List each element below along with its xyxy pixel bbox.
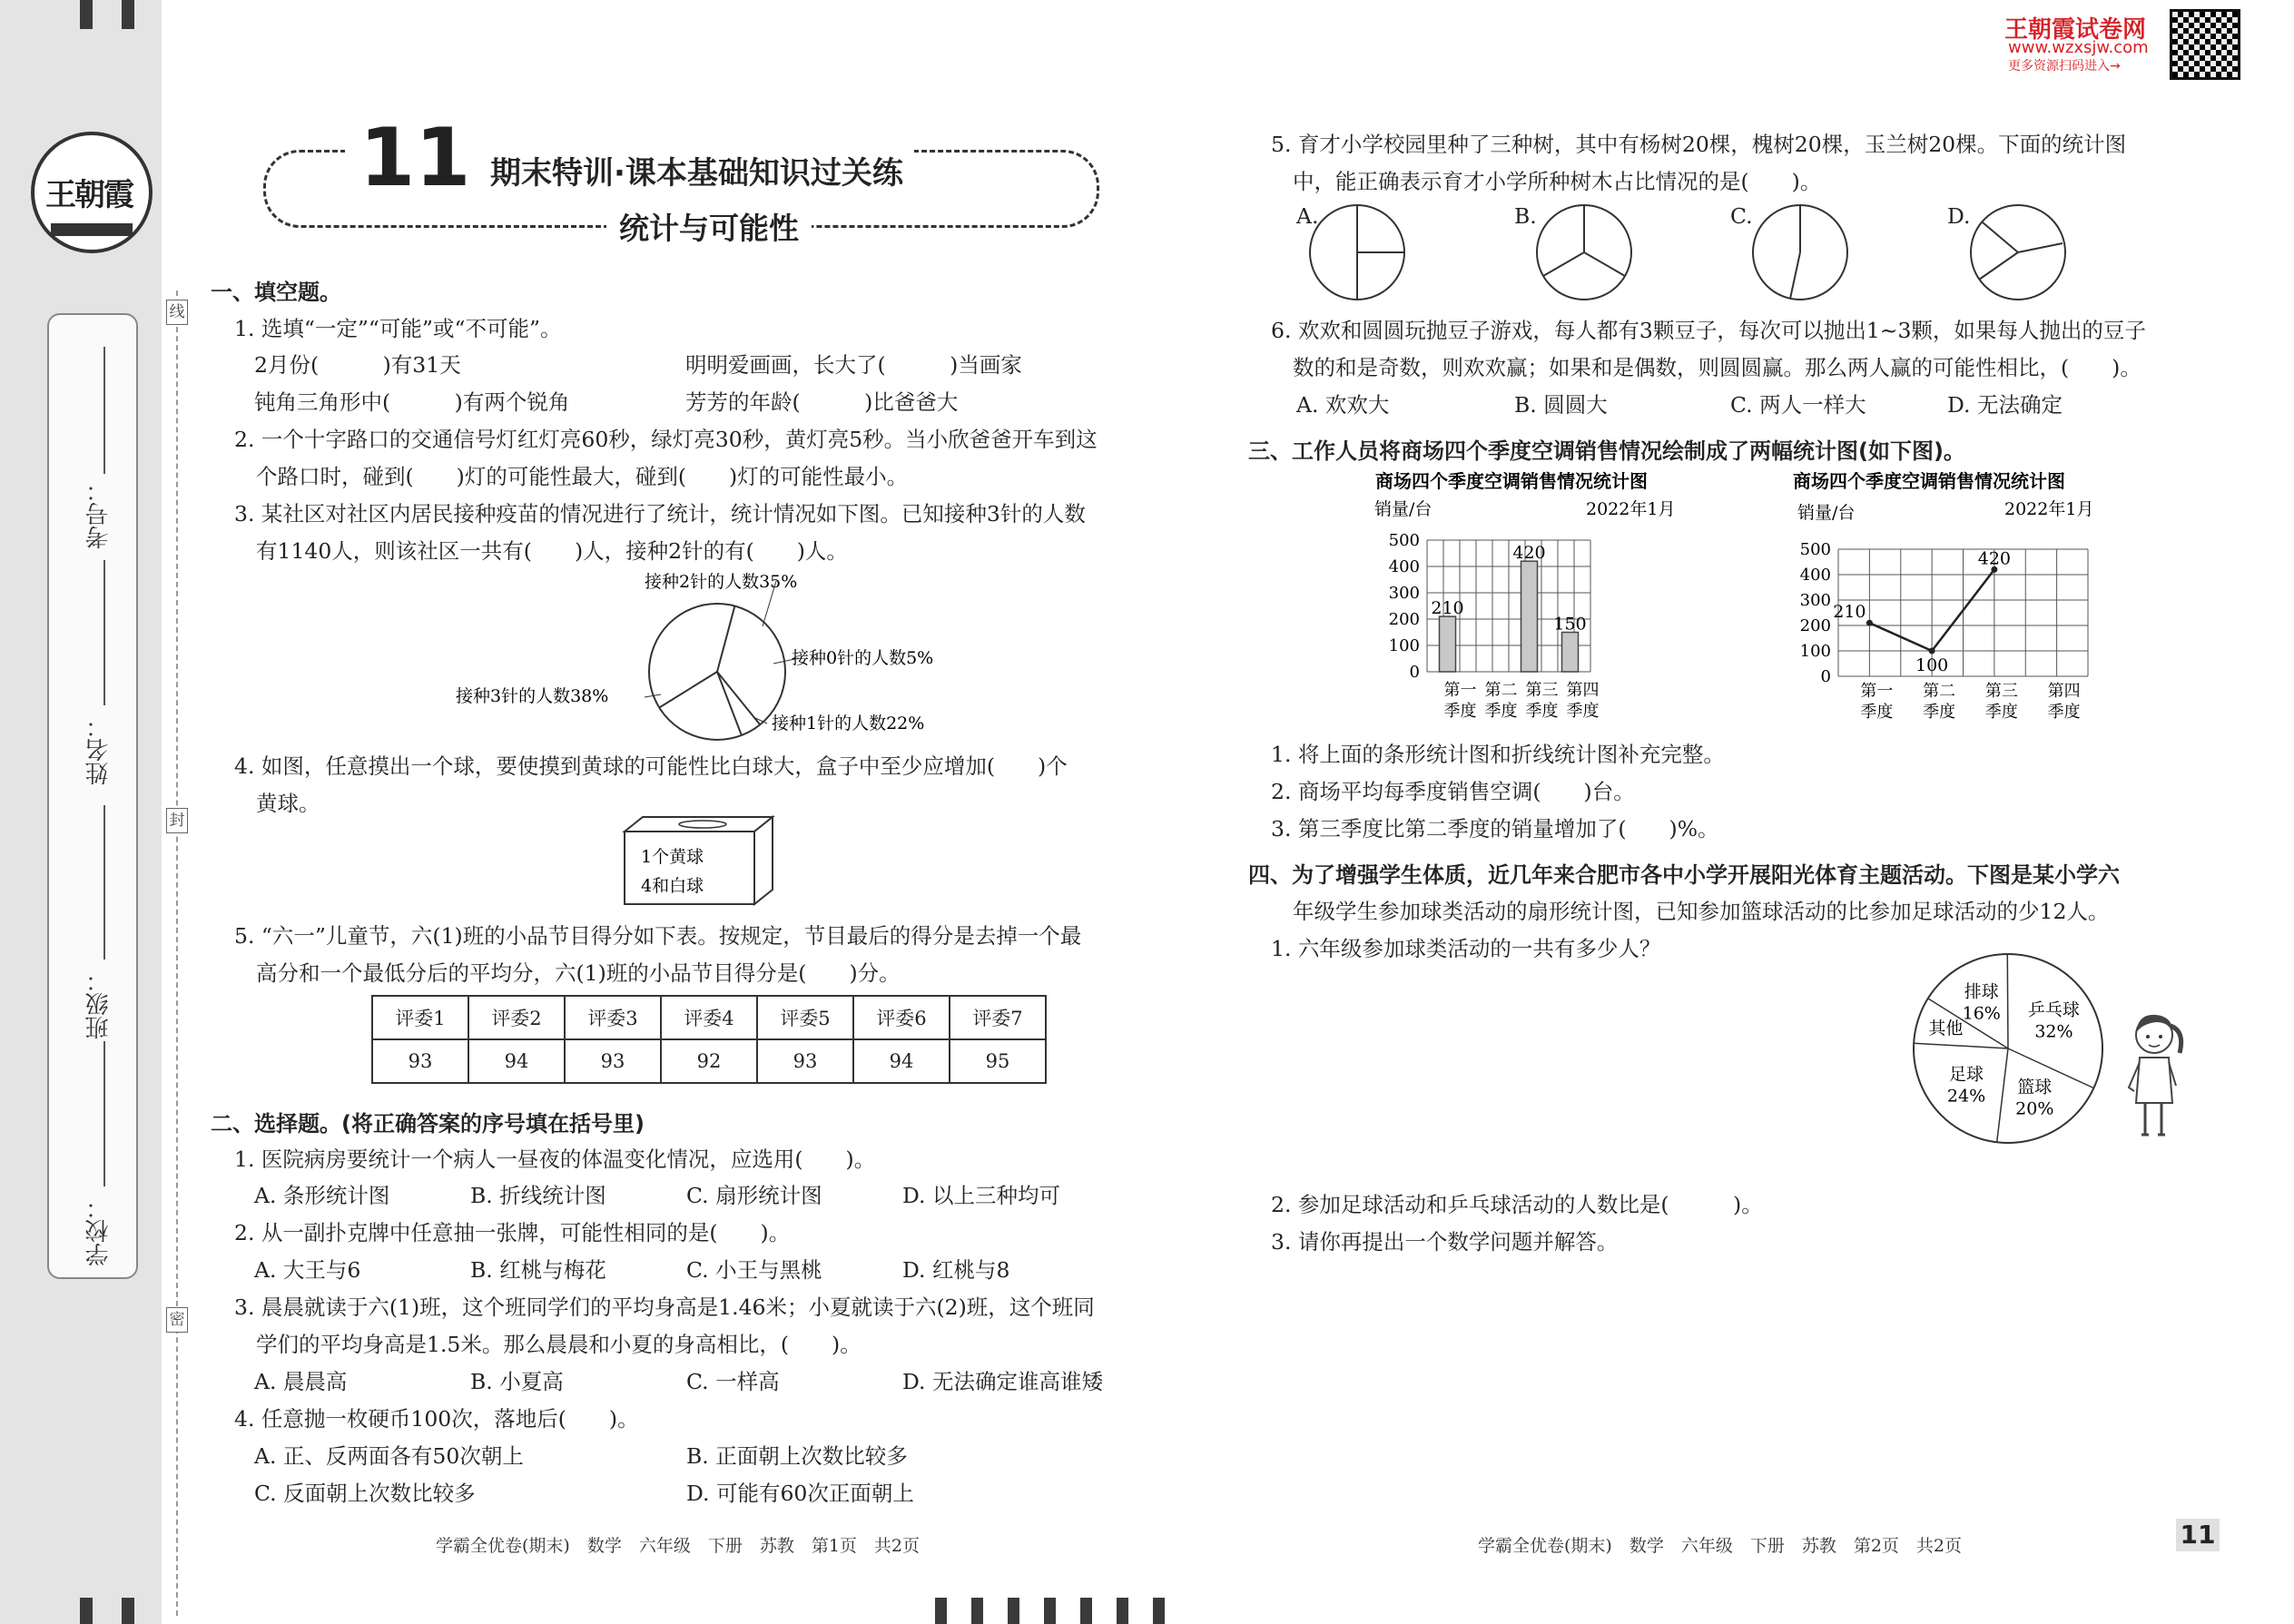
table-row <box>372 1039 1046 1083</box>
ball-slice-label: 其他 <box>1928 1019 1964 1039</box>
y-tick-label: 0 <box>1409 663 1420 682</box>
line-value-label: 420 <box>1977 548 2012 569</box>
choice-q3-c: C. 一样高 <box>686 1369 780 1394</box>
box-line2: 4和白球 <box>641 876 704 896</box>
vaccine-pie-chart <box>454 567 980 749</box>
option-b-label: B. <box>1514 203 1537 229</box>
x-cat-label: 季度 <box>1860 703 1894 722</box>
x-cat-label: 季度 <box>1525 702 1559 721</box>
option-c-label: C. <box>1730 203 1753 229</box>
x-cat-label: 第三 <box>1984 682 2018 701</box>
ball-slice-label: 乒乓球 <box>2027 999 2080 1020</box>
choice-q4-b: B. 正面朝上次数比较多 <box>686 1443 908 1469</box>
table-cell: 95 <box>950 1039 1046 1083</box>
choice-q4: 4. 任意抛一枚硬币100次，落地后( )。 <box>234 1406 639 1432</box>
registration-mark <box>1044 1598 1056 1624</box>
brand-url: www.wzxsjw.com <box>2008 38 2149 57</box>
x-cat-label: 第一 <box>1443 681 1477 700</box>
table-cell: 94 <box>468 1039 565 1083</box>
choice-q2-c: C. 小王与黑桃 <box>686 1257 822 1283</box>
fill-q1d: 芳芳的年龄( )比爸爸大 <box>685 389 959 415</box>
choice-q4-c: C. 反面朝上次数比较多 <box>254 1481 476 1506</box>
section-application-line1: 四、为了增强学生体质，近几年来合肥市各中小学开展阳光体育主题活动。下图是某小学六 <box>1248 862 2120 888</box>
page-number: 11 <box>2176 1519 2220 1551</box>
x-cat-label: 第四 <box>2047 682 2081 701</box>
choice-q3-line1: 3. 晨晨就读于六(1)班，这个班同学们的平均身高是1.46米；小夏就读于六(2)班，这个班同 <box>234 1294 1095 1320</box>
bar-value-label: 210 <box>1431 598 1464 619</box>
option-d-pie <box>1968 200 2068 300</box>
choice-q1: 1. 医院病房要统计一个病人一昼夜的体温变化情况，应选用( )。 <box>234 1147 876 1172</box>
qr-code[interactable] <box>2170 9 2240 80</box>
ball-slice-pct: 32% <box>2034 1021 2073 1042</box>
bar-chart-ylabel: 销量/台 <box>1374 499 1433 519</box>
app-q3: 3. 请你再提出一个数学问题并解答。 <box>1271 1229 1619 1255</box>
choice-q1-d: D. 以上三种均可 <box>902 1183 1060 1208</box>
fill-q3-line2: 有1140人，则该社区一共有( )人，接种2针的有( )人。 <box>256 538 848 564</box>
y-tick-label: 200 <box>1388 610 1420 629</box>
x-cat-label: 季度 <box>1484 702 1518 721</box>
bar-0 <box>1440 616 1456 672</box>
ball-slice-pct: 16% <box>1962 1003 2001 1024</box>
binding-char-xian: 线 <box>166 300 188 325</box>
sales-line-chart <box>1779 468 2142 722</box>
ball-slice-pct: 20% <box>2015 1098 2054 1119</box>
x-cat-label: 季度 <box>1566 702 1600 721</box>
registration-mark <box>80 1598 93 1624</box>
box-line1: 1个黄球 <box>641 847 704 867</box>
x-cat-label: 第四 <box>1566 681 1600 700</box>
section-choice: 二、选择题。(将正确答案的序号填在括号里) <box>211 1111 645 1137</box>
choice-q6-line1: 6. 欢欢和圆圆玩抛豆子游戏，每人都有3颗豆子，每次可以抛出1~3颗，如果每人抛出的豆子 <box>1271 318 2146 343</box>
girl-illustration <box>2120 1008 2188 1144</box>
line-chart-title: 商场四个季度空调销售情况统计图 <box>1793 470 2065 492</box>
name-label: 姓名： <box>85 714 113 785</box>
table-cell: 93 <box>372 1039 468 1083</box>
fill-q4-line2: 黄球。 <box>256 791 320 816</box>
lesson-number: 11 <box>345 118 485 198</box>
section-application-line2: 年级学生参加球类活动的扇形统计图，已知参加篮球活动的比参加足球活动的少12人。 <box>1293 899 2110 924</box>
fill-q1c: 钝角三角形中( )有两个锐角 <box>254 389 570 415</box>
option-a-pie <box>1316 200 1398 300</box>
choice-q3-b: B. 小夏高 <box>470 1369 564 1394</box>
vaccine-label-2: 接种2针的人数35% <box>645 572 798 592</box>
app-q2: 2. 参加足球活动和乒乓球活动的人数比是( )。 <box>1271 1192 1763 1217</box>
table-header-cell: 评委1 <box>372 996 468 1039</box>
bar-3 <box>1562 633 1579 673</box>
y-tick-label: 0 <box>1820 667 1831 686</box>
line-value-label: 210 <box>1833 602 1866 623</box>
x-cat-label: 第一 <box>1860 682 1894 701</box>
fill-q1: 1. 选填“一定”“可能”或“不可能”。 <box>234 316 562 341</box>
line-chart-date: 2022年1月 <box>2004 499 2094 519</box>
student-info-box <box>47 313 138 1279</box>
registration-mark <box>935 1598 947 1624</box>
table-cell: 92 <box>661 1039 757 1083</box>
vaccine-label-3: 接种3针的人数38% <box>456 686 609 706</box>
ball-slice-label: 足球 <box>1949 1064 1984 1085</box>
table-header-cell: 评委5 <box>757 996 853 1039</box>
table-cell: 93 <box>757 1039 853 1083</box>
name-line <box>103 560 105 705</box>
choice-q1-a: A. 条形统计图 <box>254 1183 390 1208</box>
exam-number-line <box>103 347 105 474</box>
fill-q2-line2: 个路口时，碰到( )灯的可能性最大，碰到( )灯的可能性最小。 <box>256 464 909 489</box>
registration-mark <box>1117 1598 1128 1624</box>
bar-2 <box>1521 561 1538 672</box>
registration-mark <box>971 1598 983 1624</box>
page-title: 期末特训·课本基础知识过关练 <box>479 148 914 192</box>
sales-bar-chart <box>1362 468 1725 721</box>
footer-left: 学霸全优卷(期末) 数学 六年级 下册 苏教 第1页 共2页 <box>436 1536 921 1556</box>
y-tick-label: 300 <box>1388 584 1420 603</box>
choice-q2: 2. 从一副扑克牌中任意抽一张牌，可能性相同的是( )。 <box>234 1220 791 1245</box>
choice-q6-c: C. 两人一样大 <box>1730 392 1866 418</box>
choice-q4-a: A. 正、反两面各有50次朝上 <box>254 1443 524 1469</box>
registration-mark <box>1153 1598 1165 1624</box>
y-tick-label: 200 <box>1799 616 1831 635</box>
choice-q3-line2: 学们的平均身高是1.5米。那么晨晨和小夏的身高相比，( )。 <box>256 1332 861 1357</box>
y-tick-label: 300 <box>1799 591 1831 610</box>
ball-activity-pie <box>1906 949 2115 1148</box>
ball-slice-pct: 24% <box>1946 1086 1986 1107</box>
section-fill-in: 一、填空题。 <box>211 280 341 305</box>
stat-q2: 2. 商场平均每季度销售空调( )台。 <box>1271 779 1635 804</box>
x-cat-label: 季度 <box>1443 702 1477 721</box>
bar-value-label: 150 <box>1553 614 1587 635</box>
y-tick-label: 500 <box>1799 540 1831 559</box>
choice-q6-a: A. 欢欢大 <box>1296 392 1390 418</box>
brand-name: 王朝霞试卷网 <box>2004 16 2147 44</box>
fill-q1b: 明明爱画画，长大了( )当画家 <box>685 352 1022 378</box>
choice-q6-d: D. 无法确定 <box>1947 392 2063 418</box>
option-b-pie <box>1534 200 1634 300</box>
choice-q2-d: D. 红桃与8 <box>902 1257 1010 1283</box>
score-table <box>371 995 1047 1084</box>
option-d-label: D. <box>1947 203 1971 229</box>
choice-q5-line2: 中，能正确表示育才小学所种树木占比情况的是( )。 <box>1293 169 1822 194</box>
vaccine-label-1: 接种1针的人数22% <box>772 714 925 733</box>
choice-q3-d: D. 无法确定谁高谁矮 <box>902 1369 1103 1394</box>
choice-q4-d: D. 可能有60次正面朝上 <box>686 1481 914 1506</box>
fill-q5-line2: 高分和一个最低分后的平均分，六(1)班的小品节目得分是( )分。 <box>256 960 901 986</box>
x-cat-label: 季度 <box>2047 703 2081 722</box>
choice-q2-b: B. 红桃与梅花 <box>470 1257 606 1283</box>
footer-right: 学霸全优卷(期末) 数学 六年级 下册 苏教 第2页 共2页 <box>1478 1536 1963 1556</box>
line-value-label: 100 <box>1915 655 1949 675</box>
table-header-cell: 评委7 <box>950 996 1046 1039</box>
choice-q5-line1: 5. 育才小学校园里种了三种树，其中有杨树20棵，槐树20棵，玉兰树20棵。下面的统计图 <box>1271 132 2127 157</box>
class-label: 班级： <box>85 969 113 1039</box>
bar-chart-title: 商场四个季度空调销售情况统计图 <box>1375 470 1648 492</box>
section-statistics: 三、工作人员将商场四个季度空调销售情况绘制成了两幅统计图(如下图)。 <box>1248 438 1965 464</box>
cut-line <box>176 290 178 1616</box>
bar-chart-date: 2022年1月 <box>1586 499 1676 519</box>
logo-banner <box>51 223 133 236</box>
logo-text: 王朝霞 <box>45 177 133 213</box>
choice-q6-line2: 数的和是奇数，则欢欢赢；如果和是偶数，则圆圆赢。那么两人赢的可能性相比，( )。 <box>1293 355 2141 380</box>
choice-q1-c: C. 扇形统计图 <box>686 1183 822 1208</box>
table-header-cell: 评委4 <box>661 996 757 1039</box>
table-cell: 93 <box>565 1039 661 1083</box>
fill-q5-line1: 5. “六一”儿童节，六(1)班的小品节目得分如下表。按规定，节目最后的得分是去掉一个最 <box>234 923 1082 949</box>
y-tick-label: 100 <box>1388 636 1420 655</box>
option-a-label: A. <box>1296 203 1319 229</box>
binding-char-feng: 封 <box>166 808 188 833</box>
fill-q3-line1: 3. 某社区对社区内居民接种疫苗的情况进行了统计，统计情况如下图。已知接种3针的人数 <box>234 501 1086 527</box>
school-label: 学校： <box>85 1196 113 1266</box>
stat-q1: 1. 将上面的条形统计图和折线统计图补充完整。 <box>1271 742 1725 767</box>
vaccine-label-0: 接种0针的人数5% <box>792 648 934 668</box>
ball-box <box>614 815 786 915</box>
ball-slice-1 <box>2007 954 2008 1048</box>
bar-value-label: 420 <box>1512 543 1546 564</box>
binding-char-mi: 密 <box>166 1307 188 1333</box>
y-tick-label: 400 <box>1799 566 1831 585</box>
x-cat-label: 第二 <box>1484 681 1518 700</box>
choice-q1-b: B. 折线统计图 <box>470 1183 606 1208</box>
choice-q3-a: A. 晨晨高 <box>254 1369 348 1394</box>
x-cat-label: 季度 <box>1984 703 2018 722</box>
line-chart-ylabel: 销量/台 <box>1797 503 1856 523</box>
table-cell: 94 <box>853 1039 950 1083</box>
option-c-pie <box>1750 200 1850 300</box>
x-cat-label: 第二 <box>1923 682 1956 701</box>
registration-mark <box>122 0 134 29</box>
school-line <box>103 1041 105 1186</box>
app-q1: 1. 六年级参加球类活动的一共有多少人？ <box>1271 936 1661 961</box>
y-tick-label: 400 <box>1388 557 1420 576</box>
choice-q6-b: B. 圆圆大 <box>1514 392 1608 418</box>
table-header-cell: 评委2 <box>468 996 565 1039</box>
brand-tagline: 更多资源扫码进入→ <box>2008 59 2121 74</box>
fill-q4-line1: 4. 如图，任意摸出一个球，要使摸到黄球的可能性比白球大，盒子中至少应增加( )个 <box>234 753 1068 779</box>
registration-mark <box>1080 1598 1092 1624</box>
table-header-cell: 评委3 <box>565 996 661 1039</box>
x-cat-label: 季度 <box>1923 703 1956 722</box>
choice-q2-a: A. 大王与6 <box>254 1257 361 1283</box>
x-cat-label: 第三 <box>1525 681 1559 700</box>
fill-q2-line1: 2. 一个十字路口的交通信号灯红灯亮60秒，绿灯亮30秒，黄灯亮5秒。当小欣爸爸开车到这 <box>234 427 1098 452</box>
y-tick-label: 500 <box>1388 531 1420 550</box>
y-tick-label: 100 <box>1799 642 1831 661</box>
page-subtitle: 统计与可能性 <box>606 205 812 248</box>
table-header-row <box>372 996 1046 1039</box>
table-header-cell: 评委6 <box>853 996 950 1039</box>
fill-q1a: 2月份( )有31天 <box>254 352 461 378</box>
stat-q3: 3. 第三季度比第二季度的销量增加了( )%。 <box>1271 816 1719 842</box>
ball-slice-label: 排球 <box>1964 981 1999 1002</box>
class-line <box>103 805 105 960</box>
registration-mark <box>1008 1598 1019 1624</box>
exam-number-label: 考号： <box>85 478 113 549</box>
registration-mark <box>122 1598 134 1624</box>
registration-mark <box>80 0 93 29</box>
ball-slice-label: 篮球 <box>2017 1077 2053 1097</box>
